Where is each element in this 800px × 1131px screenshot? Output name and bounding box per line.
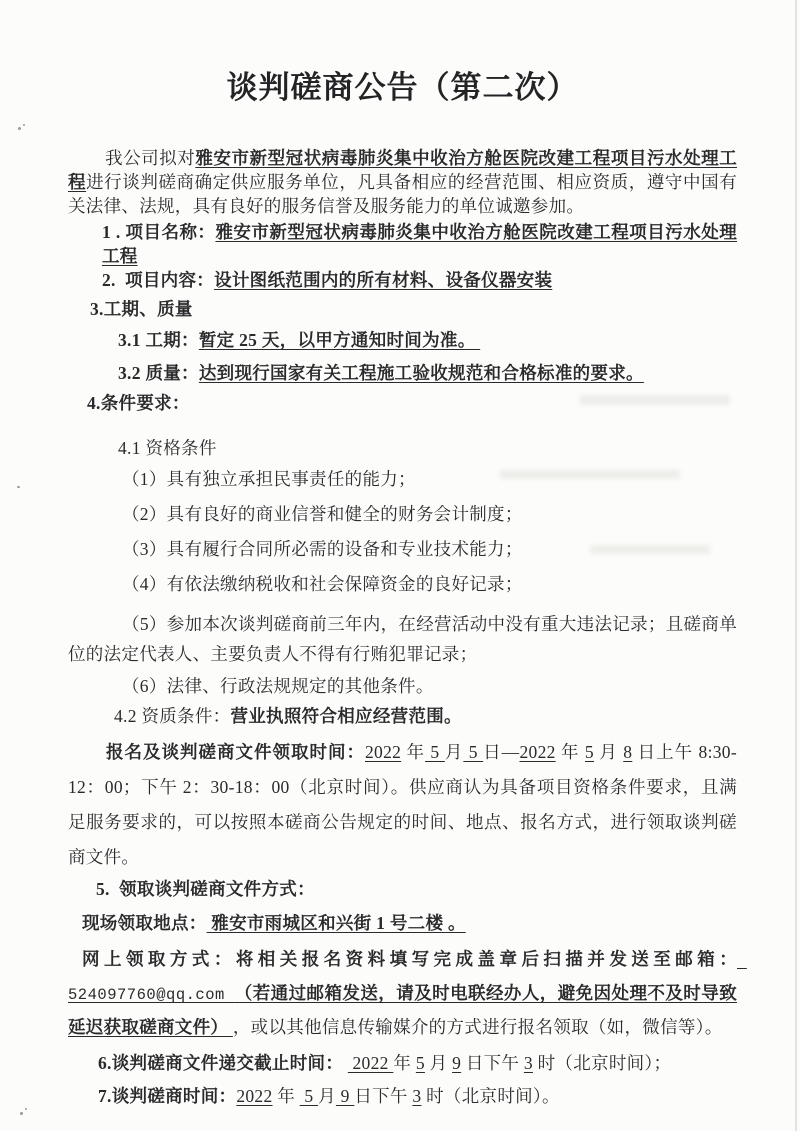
text-segment: 5 xyxy=(584,742,594,762)
text-segment: 月 xyxy=(318,1086,336,1106)
project-content-line xyxy=(102,268,737,292)
text-segment: 暂定 25 天，以甲方通知时间为准。 xyxy=(198,330,481,350)
text-segment: 5 xyxy=(299,1086,319,1106)
duration-line xyxy=(118,328,737,353)
condition-item-4 xyxy=(68,572,737,597)
text-segment: 3.工期、质量 xyxy=(90,299,193,319)
text-segment: 日下午 xyxy=(354,1086,413,1106)
text-segment: 进行谈判磋商确定供应服务单位，凡具备相应的经营范围、相应资质，遵守中国有关法律、法规，具有良好的服务信誉及服务能力的单位诚邀参加。 xyxy=(68,172,737,216)
text-segment: 日— xyxy=(483,742,520,762)
text-segment: 时（北京时间）； xyxy=(532,1053,672,1073)
text-segment: 网上领取方式： xyxy=(82,949,236,969)
section-duration-quality xyxy=(90,297,737,322)
text-segment: （3）具有履行合同所必需的设备和专业技术能力； xyxy=(122,539,523,559)
text-segment: 5 xyxy=(415,1053,425,1073)
intro-paragraph xyxy=(68,146,737,218)
scan-speckle xyxy=(20,1112,23,1115)
text-segment: （2）具有良好的商业信誉和健全的财务会计制度； xyxy=(122,504,523,524)
negotiation-time-line xyxy=(98,1084,737,1109)
text-segment: 月 xyxy=(444,742,464,762)
project-name-line xyxy=(102,220,737,268)
text-segment: 雅安市雨城区和兴街 1 号二楼 。 xyxy=(206,913,466,933)
credential-conditions-line xyxy=(114,704,737,729)
text-segment: 我公司拟对 xyxy=(105,148,196,168)
text-segment: （5）参加本次谈判磋商前三年内，在经营活动中没有重大违法记录；且磋商单位的法定代表人、主要负责人不得有行贿犯罪记录； xyxy=(68,614,737,664)
text-segment: 2022 xyxy=(519,742,556,762)
scan-bleedthrough-mark xyxy=(590,545,710,554)
scan-speckle xyxy=(23,124,25,126)
scan-bleedthrough-mark xyxy=(580,395,730,405)
text-segment: 月 xyxy=(424,1053,453,1073)
text-segment: 达到现行国家有关工程施工验收规范和合格标准的要求。 xyxy=(198,363,644,383)
scan-bleedthrough-mark xyxy=(500,470,680,479)
text-segment: 3 xyxy=(523,1053,533,1073)
section-document-pickup-method xyxy=(96,877,737,902)
scan-speckle xyxy=(18,127,21,130)
text-segment: 时（北京时间）。 xyxy=(421,1086,560,1106)
scan-speckle xyxy=(17,486,20,488)
text-segment: 3.1 工期： xyxy=(118,330,199,350)
text-segment: 将相关报名资料填写完成盖章后扫描并发送至邮箱： xyxy=(235,949,737,969)
text-segment: 9 xyxy=(452,1053,462,1073)
text-segment: 3.2 质量： xyxy=(118,363,199,383)
text-segment: 4.2 资质条件： xyxy=(114,706,231,726)
text-segment: 6.谈判磋商文件递交截止时间： xyxy=(98,1053,348,1073)
text-segment: 7.谈判磋商时间： xyxy=(98,1086,237,1106)
condition-item-6 xyxy=(68,674,737,699)
text-segment: 项目名称： xyxy=(125,222,216,242)
online-pickup-method-paragraph xyxy=(68,943,747,1043)
text-segment: 524097760@qq.com xyxy=(68,952,747,1004)
text-segment: 营业执照符合相应经营范围。 xyxy=(230,706,462,726)
quality-line xyxy=(118,361,737,386)
text-segment: （4）有依法缴纳税收和社会保障资金的良好记录； xyxy=(122,574,523,594)
text-segment: 年 xyxy=(555,742,585,762)
onsite-pickup-location-line xyxy=(82,911,737,936)
text-segment: 9 xyxy=(335,1086,355,1106)
text-segment: 2. xyxy=(102,270,126,290)
signup-time-paragraph xyxy=(68,735,737,875)
scan-edge-shadow xyxy=(795,0,797,1131)
text-segment: 8 xyxy=(623,742,633,762)
text-segment: 5 xyxy=(425,742,445,762)
text-segment: 报名及谈判磋商文件领取时间： xyxy=(106,742,365,762)
condition-item-2 xyxy=(68,502,737,527)
scan-speckle xyxy=(25,1108,27,1110)
text-segment: 1 . xyxy=(102,222,126,242)
page-title: 谈判磋商公告（第二次） xyxy=(226,70,579,105)
submission-deadline-line xyxy=(98,1051,737,1076)
text-segment: 2022 xyxy=(347,1053,394,1073)
text-segment: 年 xyxy=(393,1053,416,1073)
text-segment: （6）法律、行政法规规定的其他条件。 xyxy=(122,676,434,696)
text-segment: 现场领取地点： xyxy=(82,913,207,933)
text-segment: 5. 领取谈判磋商文件方式： xyxy=(96,879,315,899)
text-segment: 3 xyxy=(412,1086,422,1106)
text-segment: 项目内容： xyxy=(125,270,215,290)
text-segment: 4.1 资格条件 xyxy=(118,438,217,458)
text-segment: 5 xyxy=(463,742,484,762)
text-segment: 年 xyxy=(272,1086,300,1106)
text-segment: 雅安市新型冠状病毒肺炎集中收治方舱医院改建工程项目污水处理工程 xyxy=(68,148,738,192)
text-segment: 雅安市新型冠状病毒肺炎集中收治方舱医院改建工程项目污水处理工程 xyxy=(102,222,738,266)
qualification-conditions-heading xyxy=(118,436,737,461)
text-segment: 年 xyxy=(401,742,426,762)
text-segment: 2022 xyxy=(364,742,402,762)
condition-item-5 xyxy=(68,609,737,669)
text-segment: 日下午 xyxy=(461,1053,524,1073)
text-segment: 4.条件要求： xyxy=(87,393,190,413)
text-segment: （1）具有独立承担民事责任的能力； xyxy=(122,469,416,489)
text-segment: 2022 xyxy=(236,1086,273,1106)
text-segment: 日上午 8:30-12：00；下午 2：30-18：00（北京时间）。供应商认为具备项目资格条件要求，且满足服务要求的，可以按照本磋商公告规定的时间、地点、报名方式，进行领取谈判磋商文件。 xyxy=(68,742,737,867)
text-segment: ，或以其他信息传输媒介的方式进行报名领取（如，微信等）。 xyxy=(232,1017,723,1037)
text-segment: 月 xyxy=(593,742,624,762)
text-segment: （若通过邮箱发送，请及时电联经办人，避免因处理不及时导致延迟获取磋商文件） xyxy=(68,983,737,1037)
text-segment: 设计图纸范围内的所有材料、设备仪器安装 xyxy=(214,270,553,290)
